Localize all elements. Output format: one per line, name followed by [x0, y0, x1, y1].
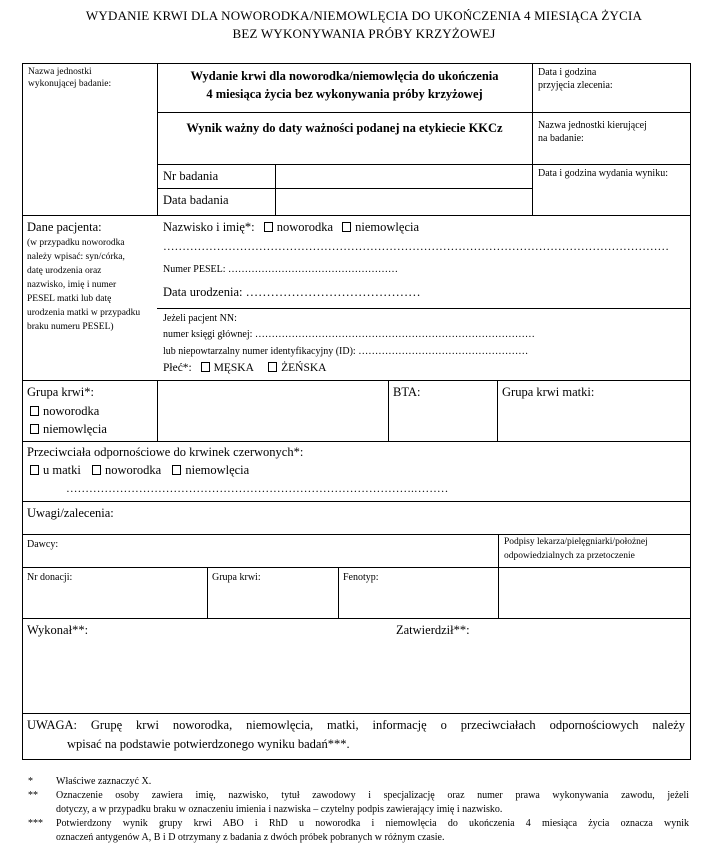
blood-infant-option [30, 421, 107, 437]
patient-note-line: braku numeru PESEL) [27, 322, 114, 332]
patient-note-line: nazwisko, imię i numer [27, 280, 117, 290]
signatures-label-2: odpowiedzialnych za przetoczenie [504, 551, 635, 561]
pesel-field[interactable]: Numer PESEL: …………………………………………… [163, 264, 398, 275]
antibodies-infant-label: niemowlęcia [185, 463, 250, 477]
performed-by-label: Wykonał**: [27, 623, 89, 637]
blood-newborn-option [30, 403, 99, 419]
blood-group-field[interactable] [158, 381, 388, 441]
blood-newborn-checkbox[interactable] [30, 406, 39, 416]
donation-number-label: Nr donacji: [27, 572, 73, 583]
bta-label: BTA: [393, 385, 421, 399]
signatures-label: Podpisy lekarza/pielęgniarki/położnej [504, 537, 648, 547]
blood-infant-label: niemowlęcia [43, 422, 107, 436]
warning-line-2: wpisać na podstawie potwierdzonego wyniku badań***. [67, 737, 350, 751]
antibodies-options [30, 462, 249, 478]
footnote-2-line-1: Oznaczenie osoby zawiera imię, nazwisko, tytuł zawodowy i specjalizację oraz numer prawa wykonywania zawodu, jeżeli [56, 790, 689, 801]
footnote-2-marker: ** [28, 790, 38, 801]
female-checkbox[interactable] [268, 362, 277, 372]
exam-number-field[interactable] [276, 165, 532, 188]
footnote-2-line-2: dotyczy, a w przypadku braku w oznaczeniu imienia i nazwiska – czytelny podpis zawierający imię i nazwisko. [56, 804, 503, 815]
referring-unit-label-2: na badanie: [538, 133, 584, 144]
validity-note: Wynik ważny do daty ważności podanej na etykiecie KKCz [186, 121, 503, 135]
sex-row [163, 361, 327, 376]
newborn-checkbox[interactable] [264, 222, 273, 232]
performing-unit-label: Nazwa jednostki [28, 67, 92, 77]
exam-number-label: Nr badania [163, 169, 219, 183]
antibodies-newborn-label: noworodka [104, 463, 162, 477]
infant-checkbox[interactable] [342, 222, 351, 232]
sex-label: Płeć*: [163, 362, 192, 374]
blood-newborn-label: noworodka [43, 404, 100, 418]
patient-note-line: należy wpisać: syn/córka, [27, 252, 125, 262]
patient-name-label: Nazwisko i imię*: [163, 220, 255, 234]
newborn-option-label: noworodka [276, 220, 334, 234]
warning-line-1: UWAGA: Grupę krwi noworodka, niemowlęcia, matki, informację o przeciwciałach odpornościowych należy [27, 718, 685, 732]
blood-group-label: Grupa krwi*: [27, 385, 94, 399]
footnote-3-marker: *** [28, 818, 43, 829]
referring-unit-label: Nazwa jednostki kierującej [538, 120, 647, 131]
exam-date-field[interactable] [276, 189, 532, 215]
patient-name-row [163, 219, 419, 235]
section-title-1: Wydanie krwi dla noworodka/niemowlęcia do ukończenia [190, 69, 499, 83]
form-title-line-2: BEZ WYKONYWANIA PRÓBY KRZYŻOWEJ [232, 26, 496, 41]
patient-name-field[interactable]: …………………………………………………………………………………………………………………… [163, 241, 669, 253]
section-title-2: 4 miesiąca życia bez wykonywania próby krzyżowej [206, 87, 483, 101]
id-number-field[interactable]: lub niepowtarzalny numer identyfikacyjny (ID): …………………………………………… [163, 346, 529, 357]
male-checkbox[interactable] [201, 362, 210, 372]
mother-option-label: u matki [43, 463, 81, 477]
result-date-label: Data i godzina wydania wyniku: [538, 168, 668, 179]
mother-blood-group-label: Grupa krwi matki: [502, 385, 595, 399]
exam-date-label: Data badania [163, 193, 229, 207]
mother-checkbox[interactable] [30, 465, 39, 475]
patient-note-line: urodzenia matki w przypadku [27, 308, 141, 318]
footnote-1: Właściwe zaznaczyć X. [56, 776, 152, 787]
donor-blood-group-label: Grupa krwi: [212, 572, 261, 583]
birth-date-field[interactable]: Data urodzenia: …………………………………… [163, 285, 421, 299]
antibodies-field[interactable]: ……………………………………………………………………………….……… [66, 483, 449, 495]
antibodies-label: Przeciwciała odpornościowe do krwinek czerwonych*: [27, 445, 304, 459]
infant-option-label: niemowlęcia [355, 220, 420, 234]
phenotype-label: Fenotyp: [343, 572, 379, 583]
footnote-3-line-2: oznaczeń antygenów A, B i D otrzymany z badania z dwóch próbek pobranych w różnym czasie. [56, 832, 445, 843]
order-date-label-2: przyjęcia zlecenia: [538, 80, 613, 91]
donors-label: Dawcy: [27, 539, 59, 550]
footnote-1-marker: * [28, 776, 33, 787]
male-option-label: MĘSKA [213, 362, 254, 374]
performing-unit-label-2: wykonującej badanie: [28, 79, 112, 89]
antibodies-infant-checkbox[interactable] [172, 465, 181, 475]
footnote-3-line-1: Potwierdzony wynik grupy krwi ABO i RhD u noworodka i niemowlęcia do ukończenia 4 miesiąca życia oznacza wynik [56, 818, 689, 829]
remarks-label: Uwagi/zalecenia: [27, 506, 114, 520]
order-date-label: Data i godzina [538, 67, 597, 78]
nn-heading: Jeżeli pacjent NN: [163, 313, 237, 324]
form-title-line-1: WYDANIE KRWI DLA NOWORODKA/NIEMOWLĘCIA DO UKOŃCZENIA 4 MIESIĄCA ŻYCIA [85, 8, 643, 23]
female-option-label: ŻEŃSKA [281, 362, 327, 374]
main-register-field[interactable]: numer księgi głównej: ………………………………………………………………………… [163, 329, 535, 340]
patient-data-heading: Dane pacjenta: [27, 220, 102, 234]
patient-note-line: (w przypadku noworodka [27, 238, 125, 248]
patient-note-line: datę urodzenia oraz [27, 266, 102, 276]
blood-infant-checkbox[interactable] [30, 424, 39, 434]
patient-note-line: PESEL matki lub datę [27, 294, 112, 304]
antibodies-newborn-checkbox[interactable] [92, 465, 101, 475]
approved-by-label: Zatwierdził**: [396, 623, 470, 637]
